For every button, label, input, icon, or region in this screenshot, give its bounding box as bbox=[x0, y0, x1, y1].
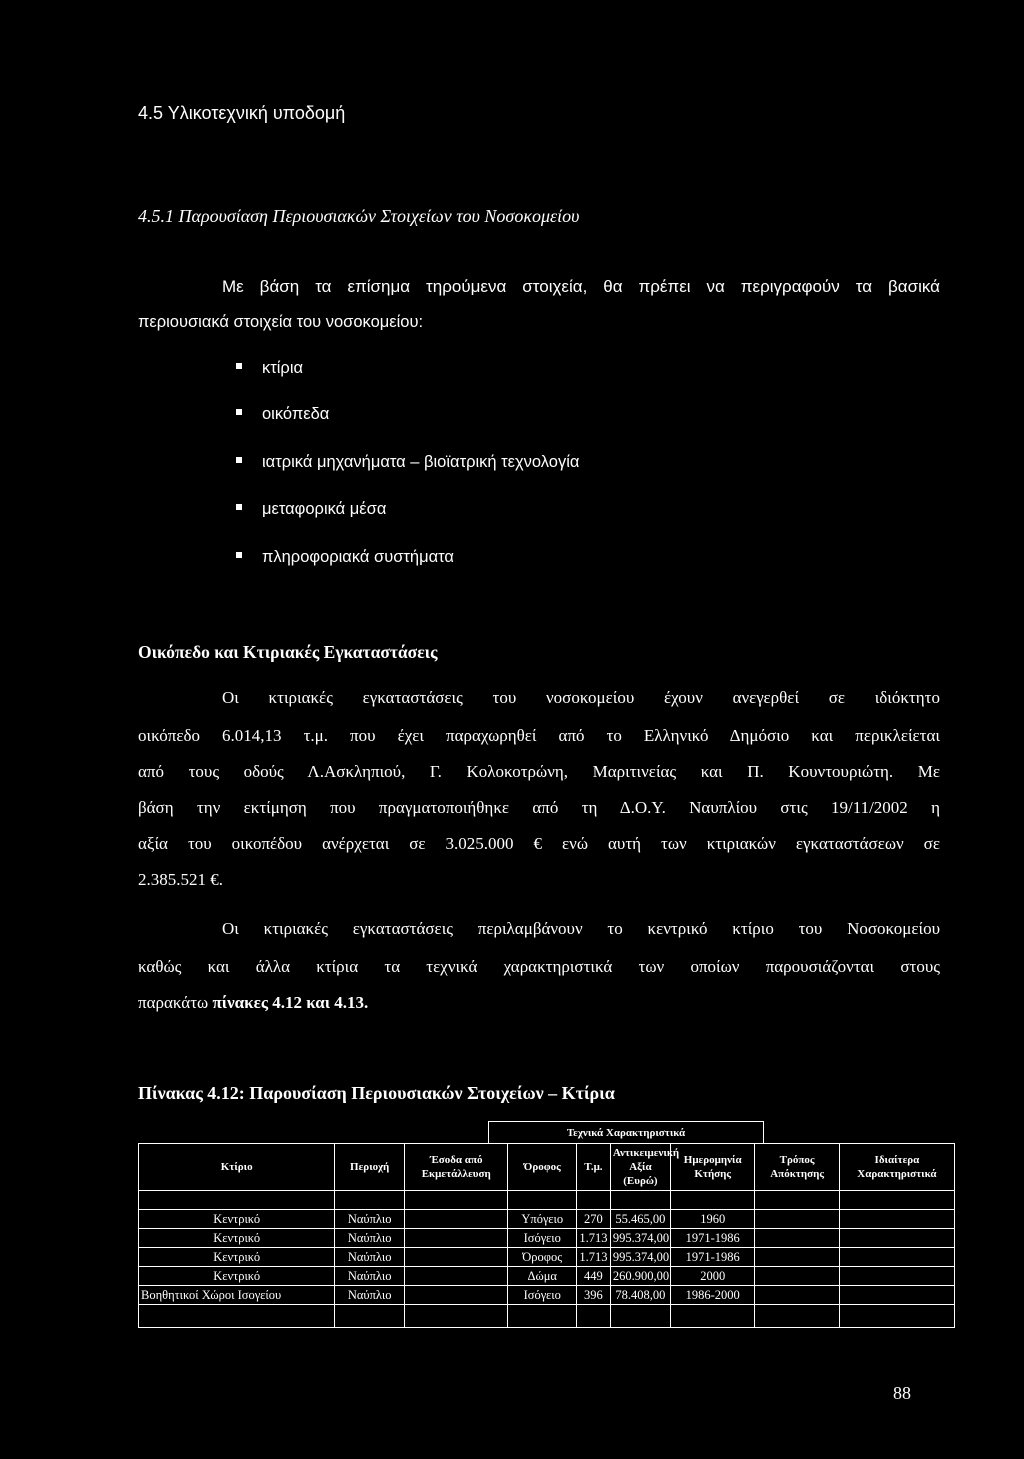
table-header-row bbox=[139, 1144, 955, 1191]
header-cell: Ιδιαίτερα Χαρακτηριστικά bbox=[839, 1144, 954, 1191]
table-spacer-row bbox=[139, 1191, 955, 1210]
section-heading: 4.5 Υλικοτεχνική υποδομή bbox=[138, 103, 346, 123]
para2-line: Οι κτιριακές εγκαταστάσεις περιλαμβάνουν το κεντρικό κτίριο του Νοσοκομείου bbox=[222, 919, 940, 938]
table-reference: πίνακες 4.12 και 4.13. bbox=[212, 993, 369, 1012]
assets-table bbox=[138, 1143, 955, 1328]
header-cell: Τ.μ. bbox=[577, 1144, 611, 1191]
bullet-item: μεταφορικά μέσα bbox=[236, 500, 386, 519]
header-cell: Περιοχή bbox=[335, 1144, 405, 1191]
subsection-heading: 4.5.1 Παρουσίαση Περιουσιακών Στοιχείων του Νοσοκομείου bbox=[138, 206, 580, 226]
bullet-icon bbox=[236, 504, 242, 510]
para2-line: παρακάτω πίνακες 4.12 και 4.13. bbox=[138, 993, 369, 1012]
bullet-item: ιατρικά μηχανήματα – βιοϊατρική τεχνολογία bbox=[236, 453, 579, 472]
bullet-item: πληροφοριακά συστήματα bbox=[236, 548, 454, 567]
table-row: Βοηθητικοί Χώροι Ισογείου Ναύπλιο Ισόγειο 396 78.408,00 1986-2000 bbox=[139, 1286, 955, 1305]
bullet-item: οικόπεδα bbox=[236, 405, 329, 424]
header-cell: Αντικειμενική Αξία (Ευρώ) bbox=[610, 1144, 670, 1191]
page-number: 88 bbox=[893, 1383, 911, 1403]
bullet-icon bbox=[236, 457, 242, 463]
table-row: Κεντρικό Ναύπλιο Υπόγειο 270 55.465,00 1960 bbox=[139, 1210, 955, 1229]
table-group-header: Τεχνικά Χαρακτηριστικά bbox=[488, 1121, 764, 1144]
header-cell: Κτίριο bbox=[139, 1144, 335, 1191]
header-cell: Έσοδα από Εκμετάλλευση bbox=[405, 1144, 508, 1191]
para1-line: Οι κτιριακές εγκαταστάσεις του νοσοκομείου έχουν ανεγερθεί σε ιδιόκτητο bbox=[222, 688, 940, 707]
table-row: Κεντρικό Ναύπλιο Ισόγειο 1.713 995.374,00 1971-1986 bbox=[139, 1229, 955, 1248]
table-caption: Πίνακας 4.12: Παρουσίαση Περιουσιακών Στοιχείων – Κτίρια bbox=[138, 1083, 615, 1103]
table-empty-row bbox=[139, 1305, 955, 1328]
para1-line: αξία του οικοπέδου ανέρχεται σε 3.025.000 € ενώ αυτή των κτιριακών εγκαταστάσεων σε bbox=[138, 834, 940, 853]
bullet-icon bbox=[236, 409, 242, 415]
bullet-icon bbox=[236, 363, 242, 369]
para2-line: καθώς και άλλα κτίρια τα τεχνικά χαρακτηριστικά των οποίων παρουσιάζονται στους bbox=[138, 957, 940, 976]
bullet-item: κτίρια bbox=[236, 359, 303, 378]
para1-line: 2.385.521 €. bbox=[138, 870, 223, 889]
para1-line: από τους οδούς Λ.Ασκληπιού, Γ. Κολοκοτρώνη, Μαριτινείας και Π. Κουντουριώτη. Με bbox=[138, 762, 940, 781]
land-heading: Οικόπεδο και Κτιριακές Εγκαταστάσεις bbox=[138, 642, 438, 662]
header-cell: Ημερομηνία Κτήσης bbox=[670, 1144, 754, 1191]
para1-line: οικόπεδο 6.014,13 τ.μ. που έχει παραχωρηθεί από το Ελληνικό Δημόσιο και περικλείεται bbox=[138, 726, 940, 745]
header-cell: Τρόπος Απόκτησης bbox=[755, 1144, 839, 1191]
intro-line-1: Με βάση τα επίσημα τηρούμενα στοιχεία, θα πρέπει να περιγραφούν τα βασικά bbox=[222, 277, 940, 296]
header-cell: Όροφος bbox=[508, 1144, 577, 1191]
table-row: Κεντρικό Ναύπλιο Δώμα 449 260.900,00 2000 bbox=[139, 1267, 955, 1286]
para1-line: βάση την εκτίμηση που πραγματοποιήθηκε από τη Δ.Ο.Υ. Ναυπλίου στις 19/11/2002 η bbox=[138, 798, 940, 817]
table-row: Κεντρικό Ναύπλιο Όροφος 1.713 995.374,00 1971-1986 bbox=[139, 1248, 955, 1267]
bullet-icon bbox=[236, 552, 242, 558]
intro-line-2: περιουσιακά στοιχεία του νοσοκομείου: bbox=[138, 313, 424, 331]
